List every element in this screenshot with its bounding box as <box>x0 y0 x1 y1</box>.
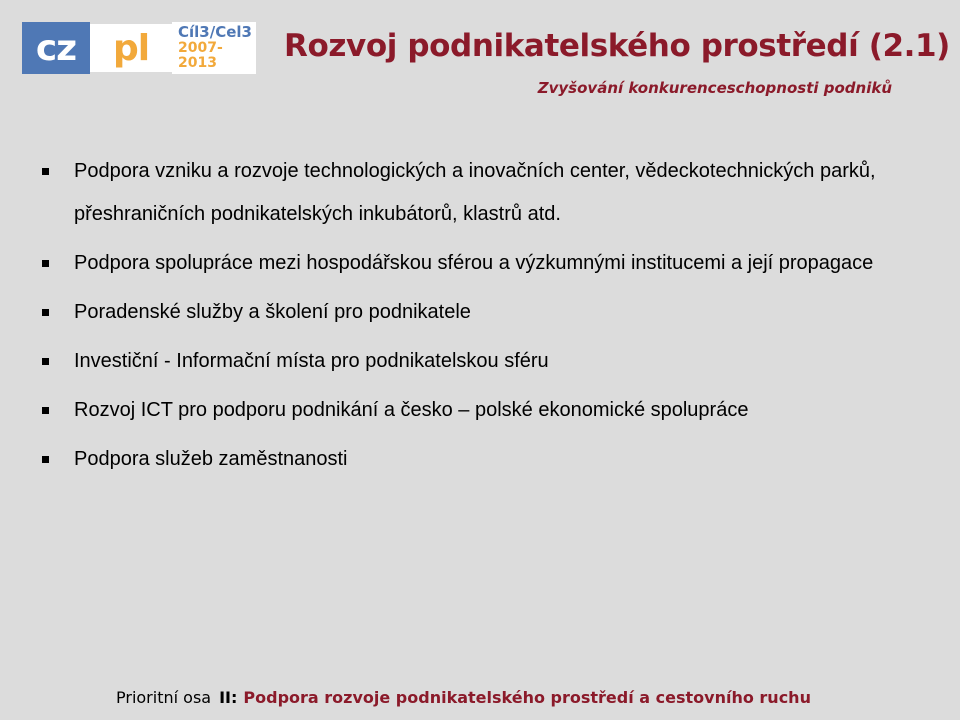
logo-line2: 2007-2013 <box>178 40 223 71</box>
slide-title: Rozvoj podnikatelského prostředí (2.1) <box>284 28 950 64</box>
footer-axis-label: Prioritní osa <box>116 688 212 707</box>
bullet-marker-icon <box>42 407 49 414</box>
bullet-item <box>40 291 900 334</box>
logo-pl-block: pl <box>90 22 172 74</box>
bullet-text: Podpora služeb zaměstnanosti <box>74 448 348 470</box>
bullet-text: Podpora vzniku a rozvoje technologických a inovačních center, vědeckotechnických parků, přeshraničních podnikatelských inkubátorů, klastrů atd. <box>74 160 876 225</box>
bullet-item <box>40 438 900 481</box>
bullet-text: Poradenské služby a školení pro podnikatele <box>74 301 471 323</box>
bullet-list <box>40 150 900 487</box>
logo-line1: Cíl3/Cel3 <box>178 23 252 42</box>
footer-axis-title: Podpora rozvoje podnikatelského prostředí a cestovního ruchu <box>243 688 811 707</box>
bullet-marker-icon <box>42 358 49 365</box>
bullet-marker-icon <box>42 168 49 175</box>
footer <box>116 688 811 707</box>
cz-pl-logo <box>22 22 256 74</box>
footer-axis-number: II: <box>219 688 238 707</box>
bullet-item <box>40 242 900 285</box>
bullet-text: Rozvoj ICT pro podporu podnikání a česko – polské ekonomické spolupráce <box>74 399 749 421</box>
bullet-marker-icon <box>42 456 49 463</box>
bullet-marker-icon <box>42 309 49 316</box>
bullet-marker-icon <box>42 260 49 267</box>
bullet-item <box>40 150 900 236</box>
bullet-text: Podpora spolupráce mezi hospodářskou sférou a výzkumnými institucemi a její propagace <box>74 252 874 274</box>
bullet-text: Investiční - Informační místa pro podnikatelskou sféru <box>74 350 549 372</box>
bullet-item <box>40 340 900 383</box>
logo-program-block <box>172 22 256 74</box>
logo-cz-block: cz <box>22 22 90 74</box>
slide-subtitle: Zvyšování konkurenceschopnosti podniků <box>537 79 892 97</box>
bullet-item <box>40 389 900 432</box>
